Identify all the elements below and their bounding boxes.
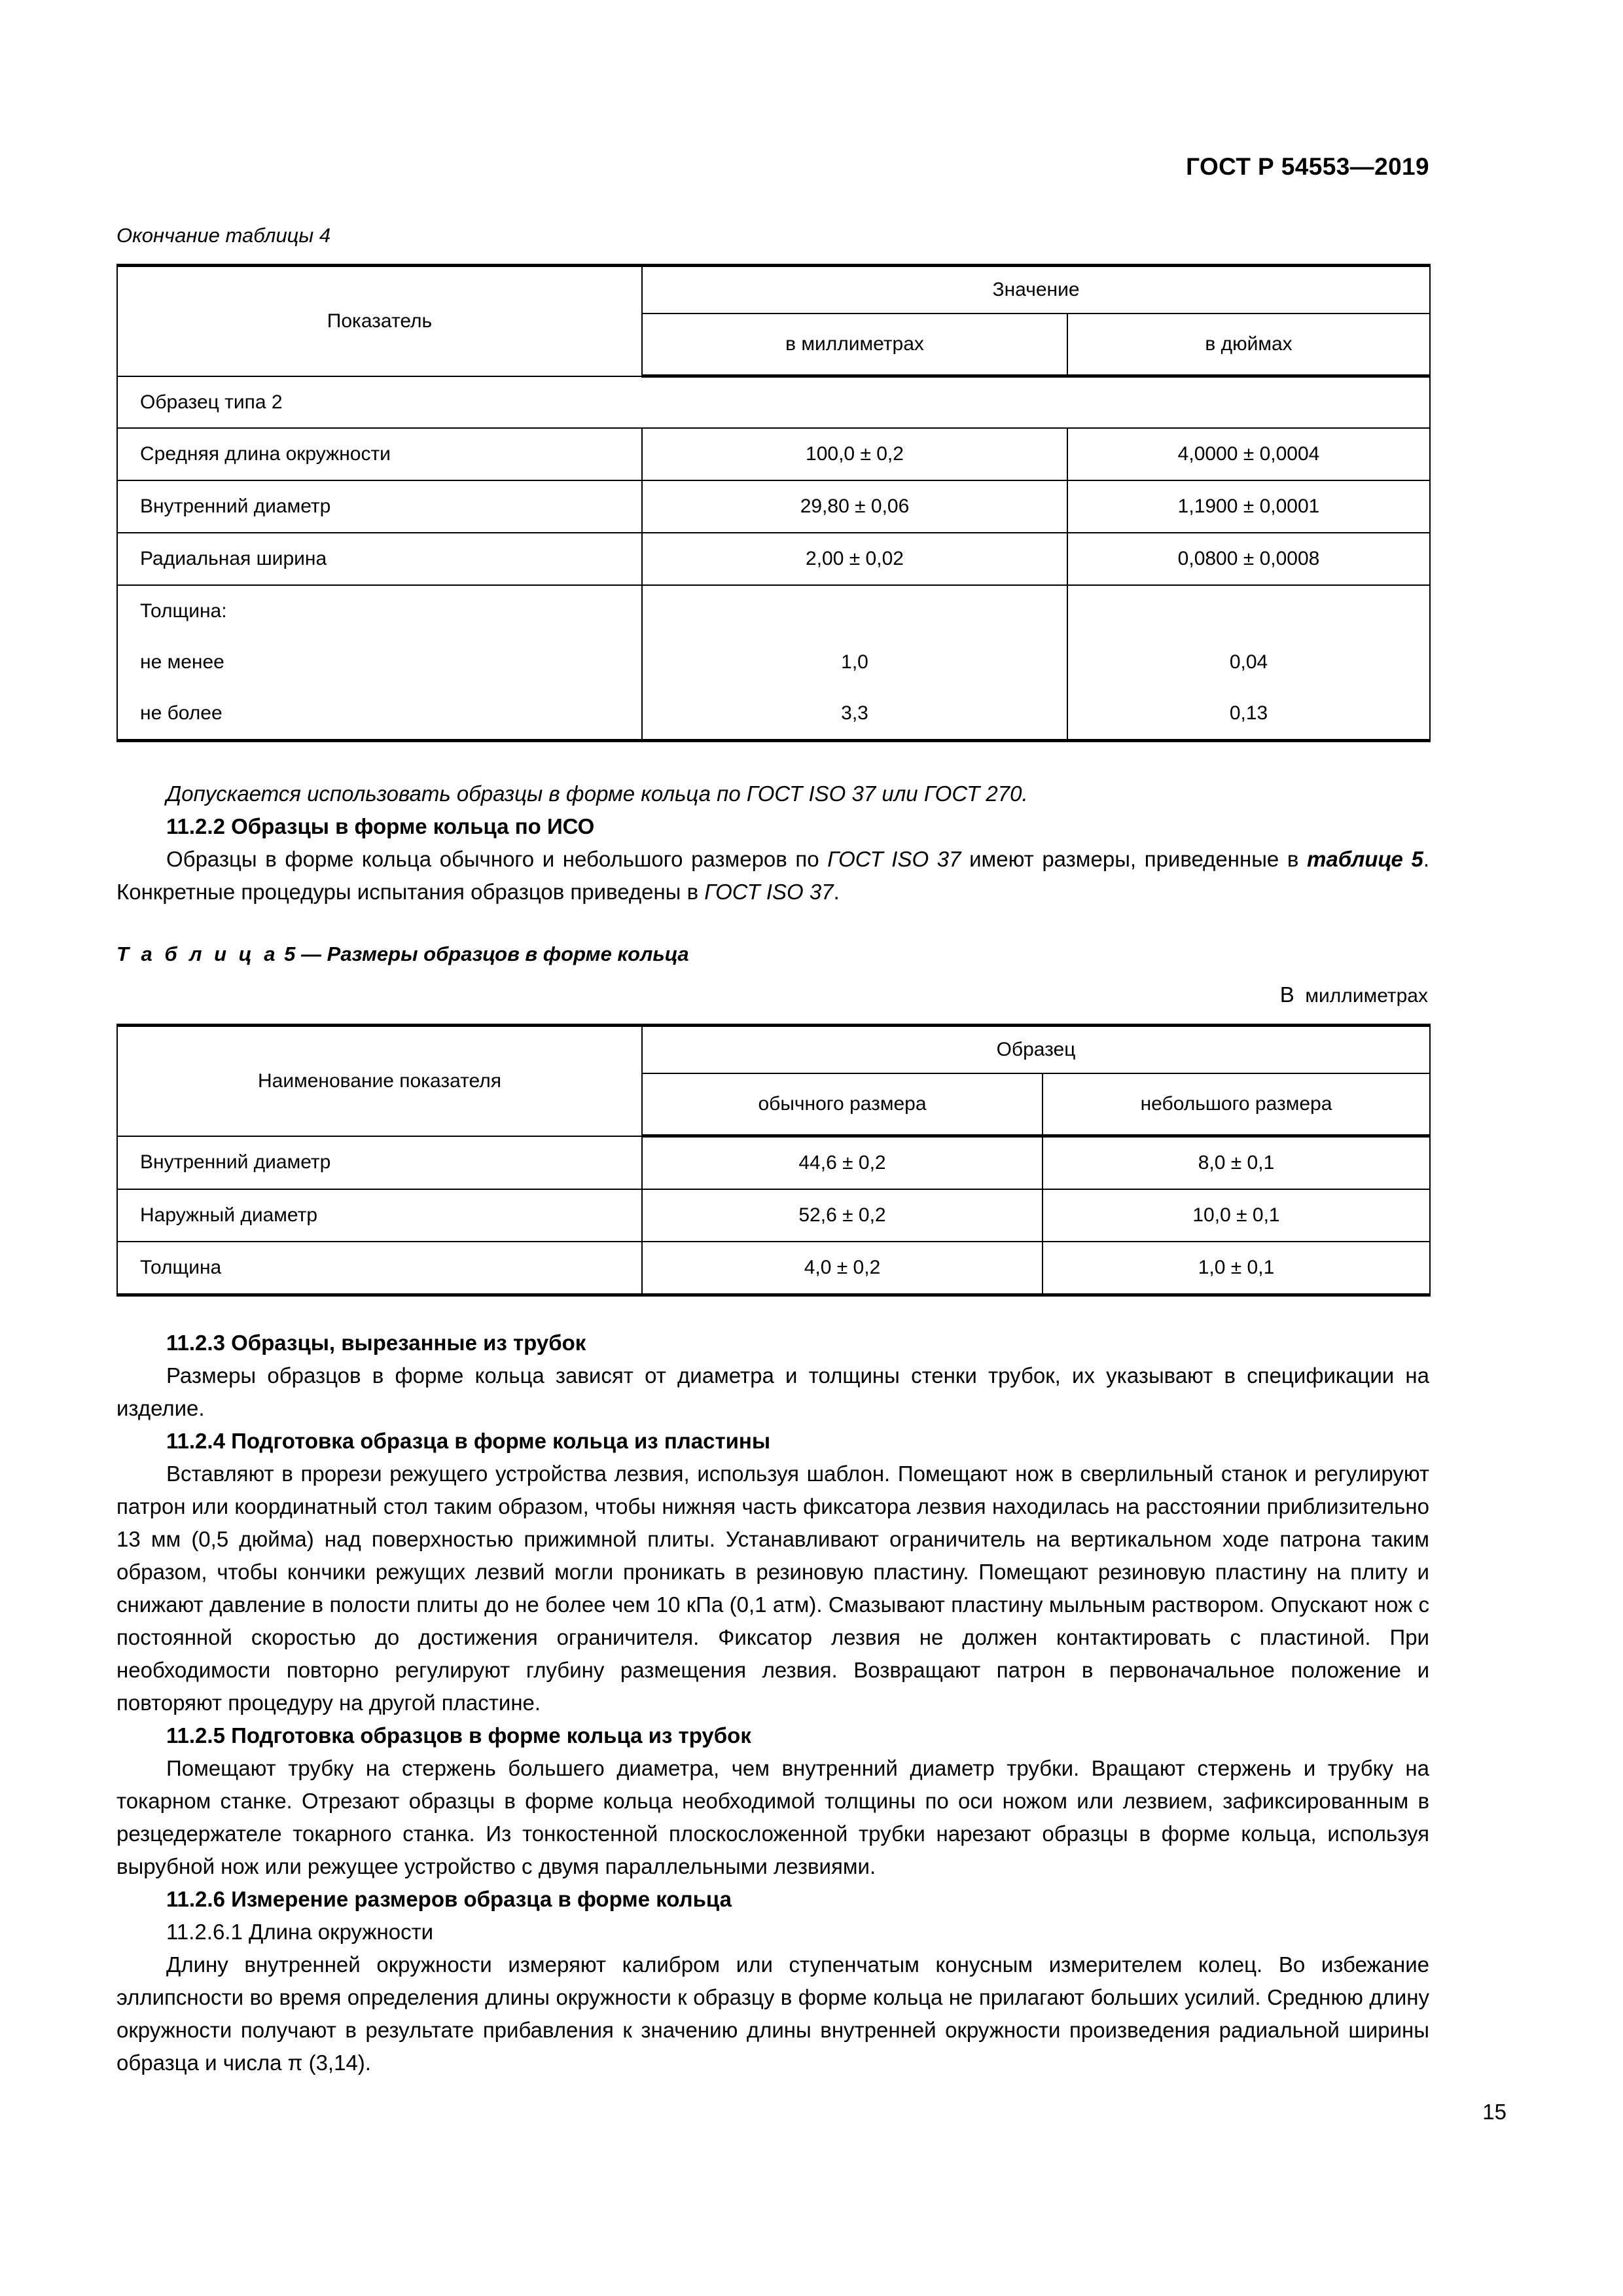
table-5-header-small-size: небольшого размера bbox=[1043, 1073, 1430, 1136]
heading-11-2-2: 11.2.2 Образцы в форме кольца по ИСО bbox=[166, 814, 595, 839]
heading-11-2-3: 11.2.3 Образцы, вырезанные из трубок bbox=[166, 1331, 586, 1355]
table-5-row-2-name: Толщина bbox=[117, 1242, 642, 1295]
p1122-ref2: таблице 5 bbox=[1307, 847, 1423, 872]
table5-caption-rest: 5 — Размеры образцов в форме кольца bbox=[284, 942, 689, 966]
table-4-thickness-blank-mm bbox=[642, 585, 1067, 637]
table-4-header-indicator: Показатель bbox=[117, 266, 642, 376]
page-content bbox=[116, 0, 1429, 2079]
paragraph-11-2-6-1: Длину внутренней окружности измеряют калибром или ступенчатым конусным измерителем колец. Во избежание эллипсности во время определения длины окружности к образцу в форме кольца не прилагают больших усилий. Среднюю длину окружности получают в результате прибавления к значению длины внутренней окружности произведения радиальной ширины образца и числа π (3,14). bbox=[116, 1952, 1429, 2075]
table-5-row-1-small: 10,0 ± 0,1 bbox=[1043, 1189, 1430, 1242]
p1122-seg3: . Конкретные процедуры испытания образцов приведены в bbox=[116, 847, 1429, 905]
table-4-row-2-name: Радиальная ширина bbox=[117, 533, 642, 585]
table5-units-value: миллиметрах bbox=[1305, 984, 1428, 1007]
table-row bbox=[117, 688, 1430, 741]
table-5-row-2-normal: 4,0 ± 0,2 bbox=[642, 1242, 1043, 1295]
table-row bbox=[117, 1242, 1430, 1295]
table-4-header-millimeters: в миллиметрах bbox=[642, 314, 1067, 376]
table-5-row-0-normal: 44,6 ± 0,2 bbox=[642, 1136, 1043, 1190]
table-row bbox=[117, 1189, 1430, 1242]
running-head: ГОСТ Р 54553—2019 bbox=[1186, 153, 1429, 180]
table-row bbox=[117, 480, 1430, 533]
table5-units-note bbox=[116, 983, 1429, 1007]
table-row bbox=[117, 637, 1430, 688]
table-5-body bbox=[117, 1136, 1430, 1295]
table-4-row-2-in: 0,0800 ± 0,0008 bbox=[1067, 533, 1430, 585]
table-row bbox=[117, 1136, 1430, 1190]
p1122-ref1: ГОСТ ISO 37 bbox=[827, 847, 961, 872]
table5-units-prefix: В bbox=[1279, 982, 1294, 1007]
page-number: 15 bbox=[1482, 2100, 1507, 2124]
table-row bbox=[117, 428, 1430, 480]
table-4-thickness-min-mm: 1,0 bbox=[642, 637, 1067, 688]
heading-11-2-4: 11.2.4 Подготовка образца в форме кольца из пластины bbox=[166, 1429, 771, 1454]
table-4-row-1-mm: 29,80 ± 0,06 bbox=[642, 480, 1067, 533]
table-4-row-0-mm: 100,0 ± 0,2 bbox=[642, 428, 1067, 480]
table5-caption-word: Т а б л и ц а bbox=[116, 942, 279, 966]
table-4-row-1-in: 1,1900 ± 0,0001 bbox=[1067, 480, 1430, 533]
heading-11-2-5: 11.2.5 Подготовка образцов в форме кольца из трубок bbox=[166, 1723, 751, 1748]
table-4-header-row-1 bbox=[117, 266, 1430, 314]
body-text bbox=[116, 1297, 1429, 2079]
table-4-row-0-name: Средняя длина окружности bbox=[117, 428, 642, 480]
table-5-header-sample-group: Образец bbox=[642, 1026, 1430, 1074]
allowance-note: Допускается использовать образцы в форме кольца по ГОСТ ISO 37 или ГОСТ 270. bbox=[166, 781, 1028, 806]
table-4-thickness-blank-in bbox=[1067, 585, 1430, 637]
paragraph-11-2-3: Размеры образцов в форме кольца зависят от диаметра и толщины стенки трубок, их указывают в спецификации на изделие. bbox=[116, 1363, 1429, 1421]
table4-continuation-caption: Окончание таблицы 4 bbox=[116, 224, 331, 247]
table-4-thickness-max-mm: 3,3 bbox=[642, 688, 1067, 741]
table-5-row-0-name: Внутренний диаметр bbox=[117, 1136, 642, 1190]
table-4-header-value-group: Значение bbox=[642, 266, 1430, 314]
table-4-thickness-max-in: 0,13 bbox=[1067, 688, 1430, 741]
table-4-section-row bbox=[117, 376, 1430, 429]
table-4-header bbox=[117, 266, 1430, 376]
table-4-section-label: Образец типа 2 bbox=[117, 376, 1430, 429]
table-4-row-2-mm: 2,00 ± 0,02 bbox=[642, 533, 1067, 585]
p1122-seg2: имеют размеры, приведенные в bbox=[961, 847, 1308, 872]
table-4-thickness-min-in: 0,04 bbox=[1067, 637, 1430, 688]
heading-11-2-6: 11.2.6 Измерение размеров образца в форме кольца bbox=[166, 1887, 732, 1912]
table-4-row-0-in: 4,0000 ± 0,0004 bbox=[1067, 428, 1430, 480]
table-4-header-inches: в дюймах bbox=[1067, 314, 1430, 376]
table-row bbox=[117, 533, 1430, 585]
table-4-row-1-name: Внутренний диаметр bbox=[117, 480, 642, 533]
table-4-thickness-max-name: не более bbox=[117, 688, 642, 741]
table-4-body bbox=[117, 376, 1430, 741]
table-5-row-1-normal: 52,6 ± 0,2 bbox=[642, 1189, 1043, 1242]
paragraph-11-2-4: Вставляют в прорези режущего устройства лезвия, используя шаблон. Помещают нож в сверлильный станок и регулируют патрон или координатный стол таким образом, чтобы нижняя часть фиксатора лезвия находилась на расстоянии приблизительно 13 мм (0,5 дюйма) над поверхностью прижимной плиты. Устанавливают ограничитель на вертикальном ходе патрона таким образом, чтобы кончики режущих лезвий могли проникать в резиновую пластину. Помещают резиновую пластину на плиту и снижают давление в полости плиты до не более чем 10 кПа (0,1 атм). Смазывают пластину мыльным раствором. Опускают нож с постоянной скоростью до достижения ограничителя. Фиксатор лезвия не должен контактировать с пластиной. При необходимости повторно регулируют глубину размещения лезвия. Возвращают патрон в первоначальное положение и повторяют процедуру на другой пластине. bbox=[116, 1462, 1429, 1715]
table-row bbox=[117, 585, 1430, 637]
p1122-seg4: . bbox=[833, 880, 840, 905]
paragraph-11-2-2 bbox=[116, 843, 1429, 908]
table-5-header-normal-size: обычного размера bbox=[642, 1073, 1043, 1136]
table-5 bbox=[116, 1024, 1431, 1297]
table-5-row-2-small: 1,0 ± 0,1 bbox=[1043, 1242, 1430, 1295]
table-4-thickness-label: Толщина: bbox=[117, 585, 642, 637]
table-4-thickness-min-name: не менее bbox=[117, 637, 642, 688]
table-5-row-1-name: Наружный диаметр bbox=[117, 1189, 642, 1242]
heading-11-2-6-1: 11.2.6.1 Длина окружности bbox=[166, 1920, 434, 1945]
table-5-row-0-small: 8,0 ± 0,1 bbox=[1043, 1136, 1430, 1190]
table-5-header-indicator-name: Наименование показателя bbox=[117, 1026, 642, 1136]
table-4 bbox=[116, 264, 1431, 742]
table-5-header bbox=[117, 1026, 1430, 1136]
p1122-seg1: Образцы в форме кольца обычного и небольшого размеров по bbox=[166, 847, 828, 872]
paragraph-11-2-5: Помещают трубку на стержень большего диаметра, чем внутренний диаметр трубки. Вращают стержень и трубку на токарном станке. Отрезают образцы в форме кольца необходимой толщины по оси ножом или лезвием, зафиксированным в резцедержателе токарного станка. Из тонкостенной плоскосложенной трубки нарезают образцы в форме кольца, используя вырубной нож или режущее устройство с двумя параллельными лезвиями. bbox=[116, 1756, 1429, 1879]
table-5-header-row-1 bbox=[117, 1026, 1430, 1074]
p1122-ref3: ГОСТ ISO 37 bbox=[704, 880, 834, 905]
table5-caption bbox=[116, 942, 1429, 966]
